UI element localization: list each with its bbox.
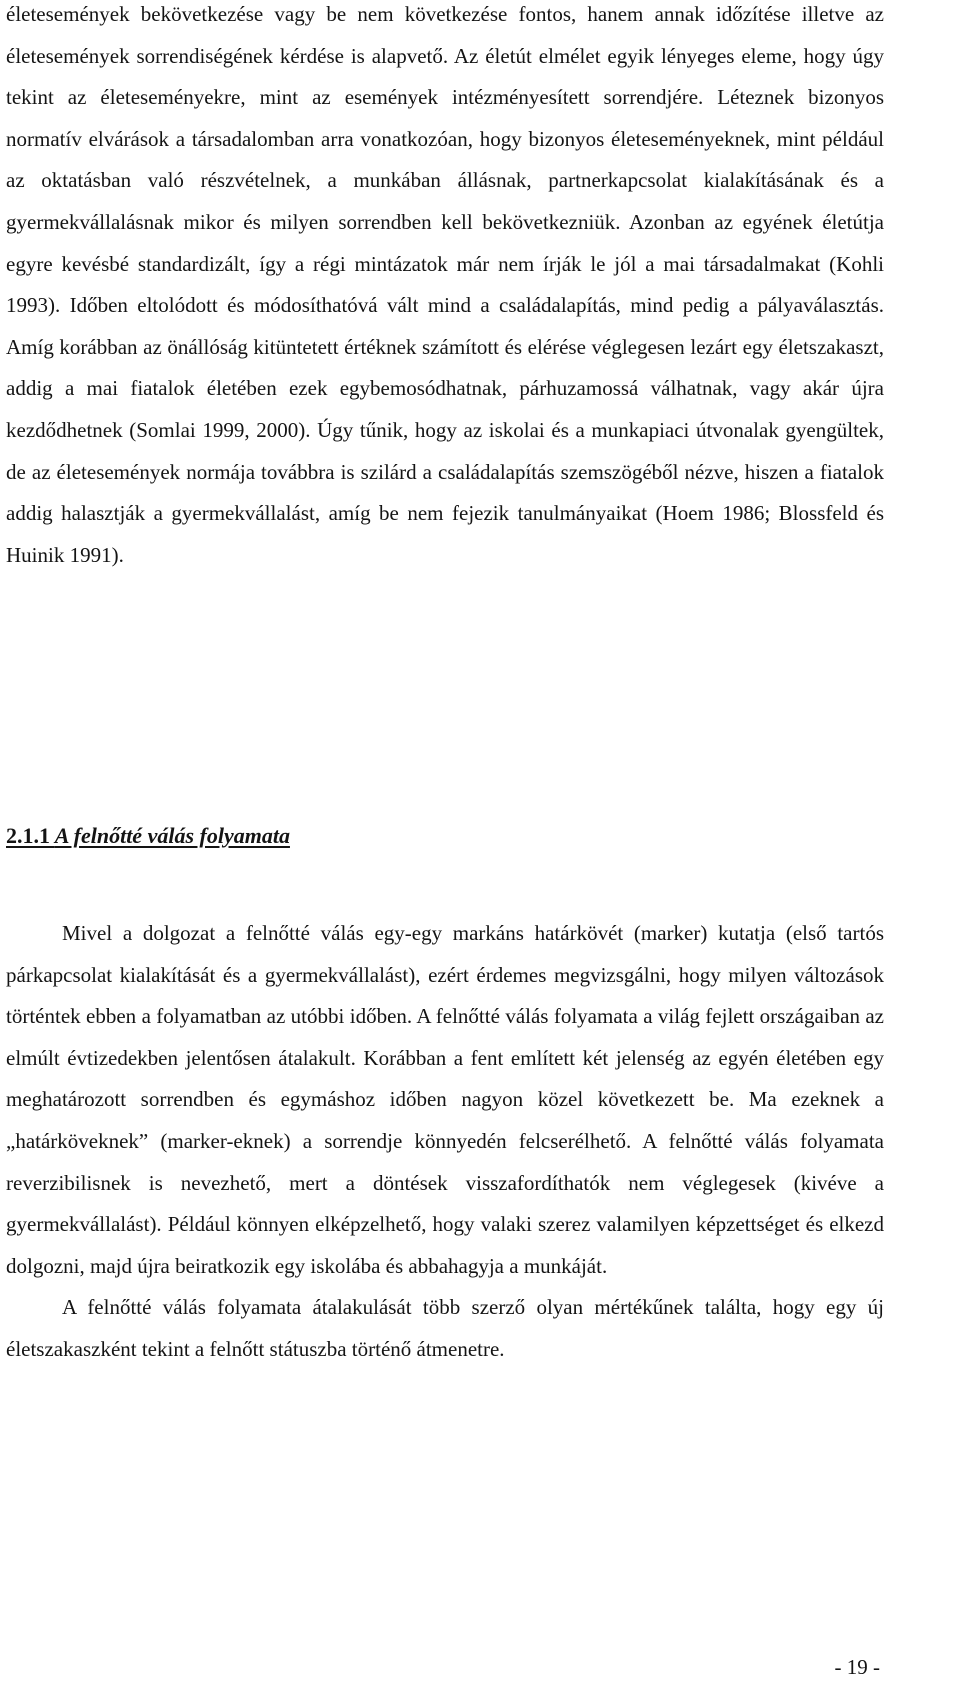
document-page <box>6 0 884 1361</box>
section-title: A felnőtté válás folyamata <box>54 823 290 848</box>
body-paragraph: A felnőtté válás folyamata átalakulását több szerző olyan mértékűnek találta, hogy egy új életszakaszként tekint a felnőtt státuszba történő átmenetre. <box>6 1295 884 1361</box>
section-heading <box>6 823 290 849</box>
section-body <box>6 913 884 1371</box>
body-paragraph: Mivel a dolgozat a felnőtté válás egy-egy markáns határkövét (marker) kutatja (első tartós párkapcsolat kialakítását és a gyermekvállalást), ezért érdemes megvizsgálni, hogy milyen változások történtek ebben a folyamatban az utóbbi időben. A felnőtté válás folyamata a világ fejlett országaiban az elmúlt évtizedekben jelentősen átalakult. Korábban a fent említett két jelenség az egyén életében egy meghatározott sorrendben és egymáshoz időben nagyon közel következett be. Ma ezeknek a „határköveknek” (marker-eknek) a sorrendje könnyedén felcserélhető. A felnőtté válás folyamata reverzibilisnek is nevezhető, mert a döntések visszafordíthatók nem véglegesek (kivéve a gyermekvállalást). Például könnyen elképzelhető, hogy valaki szerez valamilyen képzettséget és elkezd dolgozni, majd újra beiratkozik egy iskolába és abbahagyja a munkáját. <box>6 921 884 1278</box>
body-paragraph: életesemények bekövetkezése vagy be nem következése fontos, hanem annak időzítése illetve az életesemények sorrendiségének kérdése is alapvető. Az életút elmélet egyik lényeges eleme, hogy úgy tekint az életeseményekre, mint az események intézményesített sorrendjére. Léteznek bizonyos normatív elvárások a társadalomban arra vonatkozóan, hogy bizonyos életeseményeknek, mint például az oktatásban való részvételnek, a munkában állásnak, partnerkapcsolat kialakításának és a gyermekvállalásnak mikor és milyen sorrendben kell bekövetkezniük. Azonban az egyének életútja egyre kevésbé standardizált, így a régi mintázatok már nem írják le jól a mai társadalmakat (Kohli 1993). Időben eltolódott és módosíthatóvá vált mind a családalapítás, mind pedig a pályaválasztás. Amíg korábban az önállóság kitüntetett értéknek számított és elérése véglegesen lezárt egy életszakaszt, addig a mai fiatalok életében ezek egybemosódhatnak, párhuzamossá válhatnak, vagy akár újra kezdődhetnek (Somlai 1999, 2000). Úgy tűnik, hogy az iskolai és a munkapiaci útvonalak gyengültek, de az életesemények normája továbbra is szilárd a családalapítás szemszögéből nézve, hiszen a fiatalok addig halasztják a gyermekvállalást, amíg be nem fejezik tanulmányaikat (Hoem 1986; Blossfeld és Huinik 1991). <box>6 2 884 567</box>
page-number: - 19 - <box>834 1655 880 1679</box>
section-number: 2.1.1 <box>6 823 50 848</box>
